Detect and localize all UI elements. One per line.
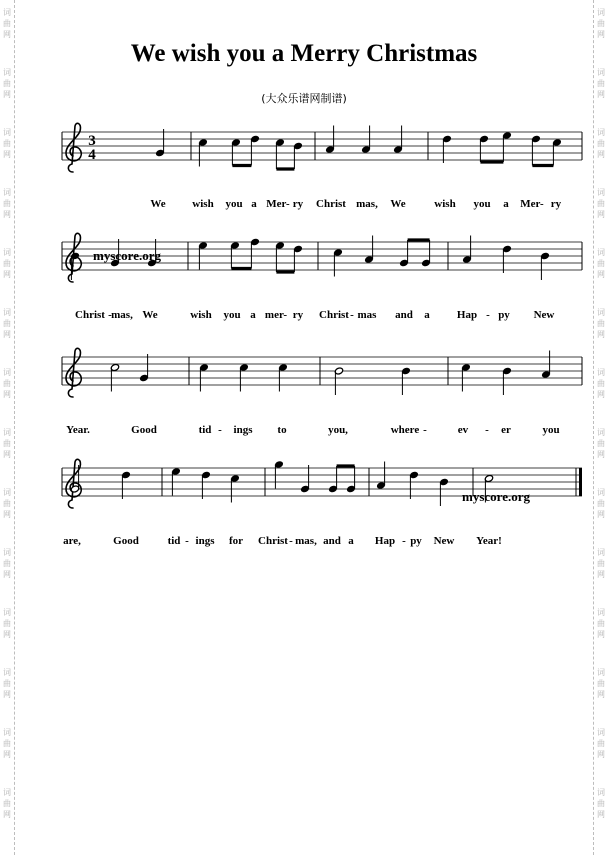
- myscore-watermark: myscore.org: [462, 489, 530, 504]
- lyric-syllable: a: [251, 198, 257, 210]
- margin-watermark-glyph: 曲: [597, 199, 605, 208]
- margin-watermark-glyph: 曲: [3, 679, 11, 688]
- margin-watermark-glyph: 词: [3, 368, 11, 377]
- lyric-syllable: Christ: [75, 309, 105, 321]
- margin-watermark-glyph: 网: [597, 210, 605, 219]
- margin-watermark-glyph: 曲: [3, 259, 11, 268]
- lyric-syllable: mer-: [264, 309, 288, 321]
- lyric-syllable: Year.: [66, 424, 90, 436]
- margin-watermark-glyph: 网: [3, 630, 11, 639]
- lyric-syllable: -: [350, 309, 354, 321]
- margin-watermark-glyph: 词: [597, 308, 605, 317]
- lyric-syllable: wish: [434, 198, 456, 210]
- margin-watermark-glyph: 词: [597, 788, 605, 797]
- lyric-syllable: -: [289, 535, 293, 547]
- margin-watermark-glyph: 词: [597, 728, 605, 737]
- margin-watermark-glyph: 曲: [597, 439, 605, 448]
- margin-watermark-glyph: 词: [3, 308, 11, 317]
- margin-watermark-glyph: 网: [597, 90, 605, 99]
- margin-watermark-glyph: 曲: [597, 379, 605, 388]
- time-signature-top: 3: [88, 133, 96, 149]
- lyric-syllable: New: [433, 535, 455, 547]
- final-barline-thick: [579, 468, 582, 496]
- lyric-syllable: a: [348, 535, 354, 547]
- lyric-syllable: New: [533, 309, 555, 321]
- margin-watermark-glyph: 词: [597, 68, 605, 77]
- margin-watermark-glyph: 曲: [3, 619, 11, 628]
- margin-watermark-glyph: 曲: [597, 139, 605, 148]
- lyric-syllable: are,: [63, 535, 81, 547]
- margin-watermark-glyph: 网: [3, 150, 11, 159]
- myscore-watermark: myscore.org: [93, 248, 161, 263]
- lyric-syllable: you: [225, 198, 243, 210]
- margin-watermark-glyph: 词: [3, 68, 11, 77]
- margin-watermark-glyph: 曲: [3, 139, 11, 148]
- margin-watermark-glyph: 网: [3, 450, 11, 459]
- margin-watermark-glyph: 网: [597, 150, 605, 159]
- lyric-syllable: -: [486, 309, 490, 321]
- lyric-syllable: er: [501, 424, 511, 436]
- lyric-syllable: -: [423, 424, 427, 436]
- margin-watermark-glyph: 曲: [597, 499, 605, 508]
- margin-watermark-glyph: 词: [597, 248, 605, 257]
- margin-watermark-glyph: 曲: [3, 799, 11, 808]
- margin-watermark-glyph: 网: [597, 30, 605, 39]
- lyric-syllable: Christ: [316, 198, 346, 210]
- margin-watermark-glyph: 曲: [597, 619, 605, 628]
- margin-watermark-glyph: 网: [3, 510, 11, 519]
- lyric-syllable: you: [542, 424, 560, 436]
- margin-watermark-glyph: 曲: [597, 319, 605, 328]
- lyric-syllable: wish: [190, 309, 212, 321]
- margin-watermark-glyph: 词: [597, 488, 605, 497]
- margin-watermark-glyph: 词: [597, 548, 605, 557]
- margin-watermark-glyph: 网: [3, 690, 11, 699]
- margin-watermark-glyph: 网: [597, 390, 605, 399]
- lyric-syllable: Christ: [319, 309, 349, 321]
- lyric-syllable: ings: [195, 535, 215, 547]
- margin-watermark-glyph: 词: [3, 188, 11, 197]
- margin-watermark-glyph: 词: [597, 188, 605, 197]
- margin-watermark-glyph: 网: [3, 390, 11, 399]
- lyric-syllable: mas,: [356, 198, 378, 210]
- margin-watermark-glyph: 网: [3, 210, 11, 219]
- lyric-syllable: Mer-: [520, 198, 544, 210]
- margin-watermark-glyph: 曲: [597, 679, 605, 688]
- lyric-syllable: you,: [328, 424, 348, 436]
- margin-watermark-glyph: 网: [597, 270, 605, 279]
- margin-watermark-glyph: 曲: [597, 19, 605, 28]
- lyric-syllable: a: [250, 309, 256, 321]
- lyric-syllable: you: [473, 198, 491, 210]
- margin-watermark-glyph: 曲: [3, 379, 11, 388]
- margin-watermark-glyph: 网: [3, 90, 11, 99]
- margin-watermark-glyph: 词: [597, 8, 605, 17]
- margin-watermark-glyph: 曲: [3, 319, 11, 328]
- margin-watermark-glyph: 词: [3, 248, 11, 257]
- lyric-syllable: -: [218, 424, 222, 436]
- margin-watermark-glyph: 网: [597, 450, 605, 459]
- lyric-syllable: py: [410, 535, 422, 547]
- lyric-syllable: Good: [113, 535, 139, 547]
- treble-clef: [66, 348, 81, 397]
- lyric-syllable: tid: [167, 535, 181, 547]
- margin-watermark-glyph: 词: [597, 128, 605, 137]
- lyric-syllable: where: [390, 424, 420, 436]
- lyric-syllable: -: [402, 535, 406, 547]
- margin-watermark-glyph: 网: [597, 810, 605, 819]
- staff-system-3: [62, 348, 582, 436]
- margin-watermark-glyph: 词: [3, 428, 11, 437]
- margin-watermark-glyph: 词: [597, 668, 605, 677]
- lyric-syllable: -: [108, 309, 112, 321]
- lyric-syllable: you: [223, 309, 241, 321]
- margin-watermark-glyph: 词: [597, 368, 605, 377]
- margin-watermark-glyph: 曲: [597, 739, 605, 748]
- margin-watermark-glyph: 网: [597, 630, 605, 639]
- lyric-syllable: Christ: [258, 535, 288, 547]
- margin-watermark-glyph: 词: [3, 668, 11, 677]
- lyric-syllable: mas,: [295, 535, 317, 547]
- margin-watermark-glyph: 网: [597, 570, 605, 579]
- time-signature-bottom: 4: [88, 147, 96, 163]
- margin-watermark-glyph: 网: [3, 750, 11, 759]
- lyric-syllable: -: [485, 424, 489, 436]
- lyric-syllable: We: [142, 309, 158, 321]
- margin-watermark-glyph: 网: [597, 750, 605, 759]
- lyric-syllable: We: [150, 198, 166, 210]
- margin-watermark-glyph: 曲: [3, 439, 11, 448]
- lyric-syllable: ry: [292, 309, 304, 321]
- margin-watermark-glyph: 词: [3, 728, 11, 737]
- margin-watermark-glyph: 词: [3, 8, 11, 17]
- lyric-syllable: to: [277, 424, 287, 436]
- margin-watermark-glyph: 词: [3, 488, 11, 497]
- lyric-syllable: for: [228, 535, 244, 547]
- margin-watermark-glyph: 曲: [597, 259, 605, 268]
- lyric-syllable: and: [395, 309, 413, 321]
- lyric-syllable: a: [424, 309, 430, 321]
- lyric-syllable: a: [503, 198, 509, 210]
- margin-watermark-glyph: 曲: [3, 199, 11, 208]
- margin-watermark-glyph: 网: [597, 510, 605, 519]
- margin-watermark-glyph: 词: [3, 788, 11, 797]
- lyric-syllable: Mer-: [266, 198, 290, 210]
- lyric-syllable: tid: [198, 424, 212, 436]
- margin-watermark-glyph: 词: [3, 128, 11, 137]
- margin-watermark-glyph: 网: [597, 690, 605, 699]
- margin-watermark-glyph: 网: [3, 30, 11, 39]
- lyric-syllable: py: [498, 309, 510, 321]
- staff-system-2: [62, 233, 582, 321]
- margin-watermark-glyph: 曲: [3, 499, 11, 508]
- margin-watermark-glyph: 网: [3, 330, 11, 339]
- margin-watermark-glyph: 网: [3, 810, 11, 819]
- staff-system-1: [62, 123, 582, 210]
- treble-clef: [66, 123, 81, 172]
- margin-watermark-glyph: 网: [3, 270, 11, 279]
- lyric-syllable: ry: [550, 198, 562, 210]
- margin-watermark-glyph: 词: [597, 428, 605, 437]
- margin-watermark-glyph: 网: [3, 570, 11, 579]
- lyric-syllable: -: [185, 535, 189, 547]
- margin-watermark-glyph: 词: [597, 608, 605, 617]
- lyric-syllable: ings: [233, 424, 253, 436]
- lyric-syllable: Hap: [456, 309, 478, 321]
- score-credit: (大众乐谱网制谱): [261, 92, 347, 105]
- lyric-syllable: mas,: [111, 309, 133, 321]
- margin-watermark-glyph: 曲: [3, 559, 11, 568]
- margin-watermark-glyph: 曲: [597, 799, 605, 808]
- lyric-syllable: Year!: [476, 535, 502, 547]
- song-title: We wish you a Merry Christmas: [130, 40, 478, 67]
- lyric-syllable: and: [323, 535, 341, 547]
- margin-watermark-glyph: 网: [597, 330, 605, 339]
- lyric-syllable: wish: [192, 198, 214, 210]
- lyric-syllable: mas: [357, 309, 377, 321]
- margin-watermark-glyph: 曲: [597, 559, 605, 568]
- lyric-syllable: We: [390, 198, 406, 210]
- lyric-syllable: ev: [457, 424, 469, 436]
- lyric-syllable: ry: [292, 198, 304, 210]
- margin-watermark-glyph: 词: [3, 608, 11, 617]
- margin-watermark-glyph: 词: [3, 548, 11, 557]
- margin-watermark-glyph: 曲: [3, 79, 11, 88]
- margin-watermark-glyph: 曲: [3, 19, 11, 28]
- margin-watermark-glyph: 曲: [597, 79, 605, 88]
- lyric-syllable: Good: [131, 424, 157, 436]
- margin-watermark-glyph: 曲: [3, 739, 11, 748]
- lyric-syllable: Hap: [374, 535, 396, 547]
